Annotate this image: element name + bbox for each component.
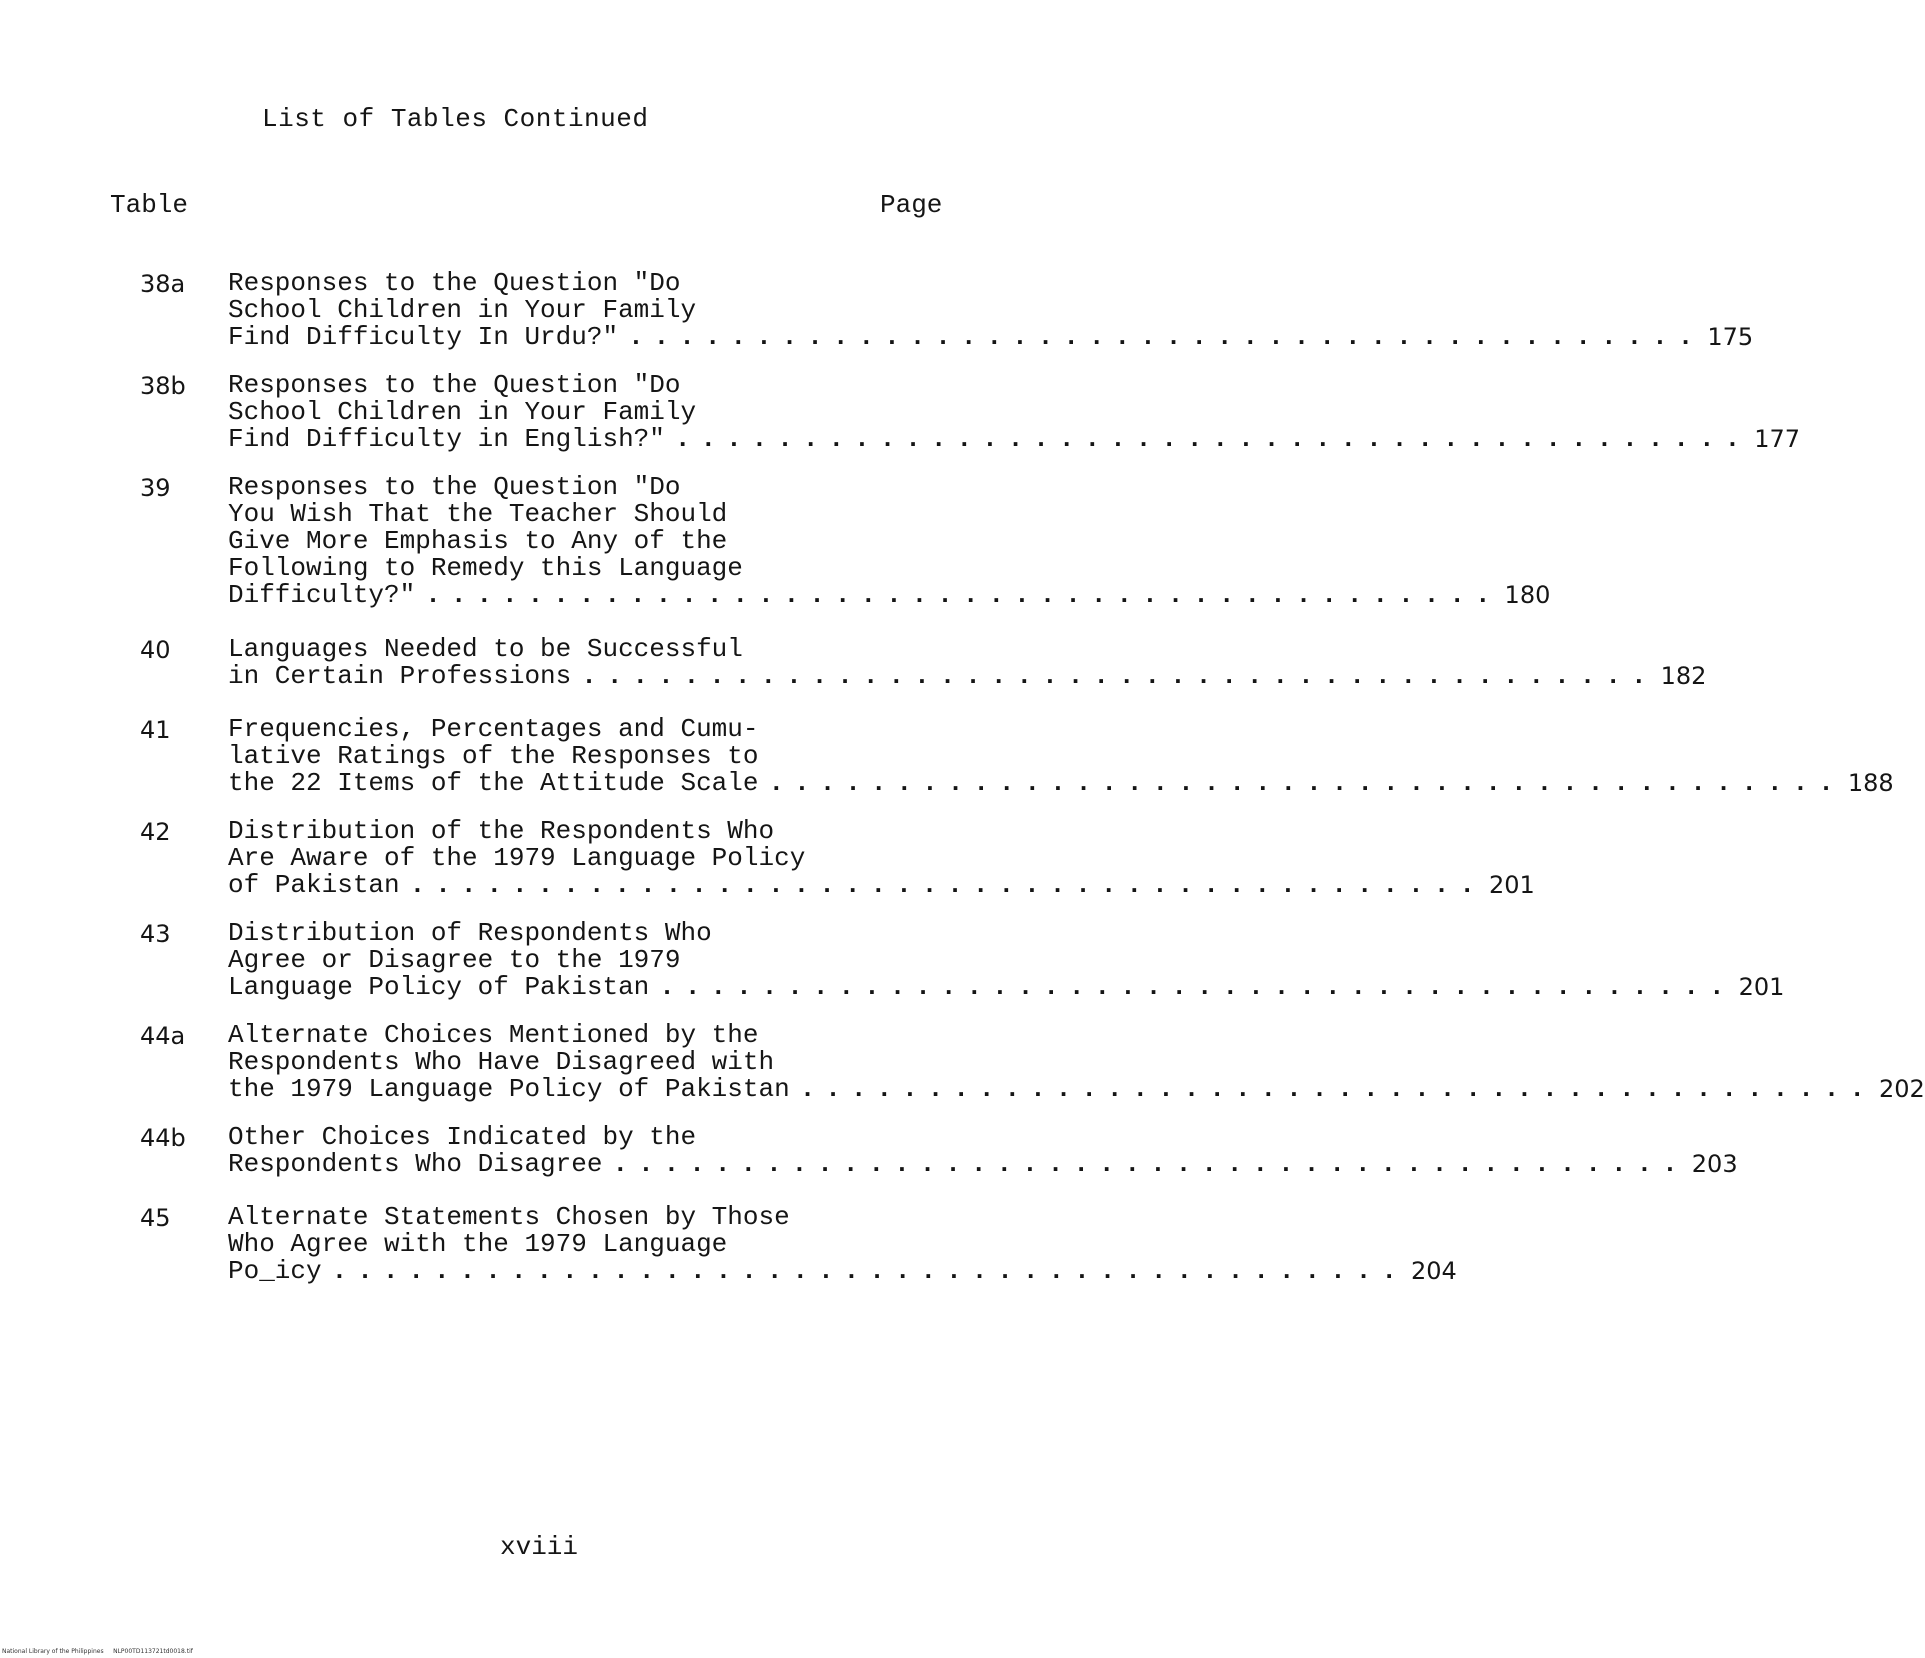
table-number: 43 xyxy=(140,920,171,948)
table-title xyxy=(228,634,1707,691)
table-number: 39 xyxy=(140,474,171,502)
title-line: Responses to the Question "Do xyxy=(228,370,681,400)
table-number: 38b xyxy=(140,372,186,400)
page-folio: xviii xyxy=(500,1532,579,1562)
table-number: 45 xyxy=(140,1204,171,1232)
title-line: School Children in Your Family xyxy=(228,397,697,427)
page-number: 201 xyxy=(1488,871,1535,899)
list-item xyxy=(0,1202,1457,1306)
title-last-line xyxy=(228,1074,1925,1104)
table-title xyxy=(228,268,1754,352)
page-number: 188 xyxy=(1847,769,1894,797)
title-line: Language Policy of Pakistan xyxy=(228,972,650,1002)
page-number: 204 xyxy=(1410,1257,1457,1285)
page-number: 203 xyxy=(1691,1150,1738,1178)
list-item xyxy=(0,268,1754,372)
title-line: Find Difficulty in English?" xyxy=(228,424,665,454)
title-last-line xyxy=(228,870,1535,900)
title-line: Following to Remedy this Language xyxy=(228,553,743,583)
title-line: Responses to the Question "Do xyxy=(228,472,681,502)
title-line: Alternate Statements Chosen by Those xyxy=(228,1202,790,1232)
title-line: Find Difficulty In Urdu?" xyxy=(228,322,619,352)
title-line: Frequencies, Percentages and Cumu- xyxy=(228,714,759,744)
table-title xyxy=(228,1122,1738,1179)
table-list xyxy=(0,268,1925,1306)
title-line: in Certain Professions xyxy=(228,661,572,691)
dot-leader: .......................................... xyxy=(768,768,1844,798)
table-title xyxy=(228,918,1785,1002)
list-item xyxy=(0,918,1785,1022)
title-line: the 22 Items of the Attitude Scale xyxy=(228,768,759,798)
title-last-line xyxy=(228,661,1707,691)
title-last-line xyxy=(228,580,1551,610)
list-item xyxy=(0,714,1894,818)
list-item xyxy=(0,1020,1925,1124)
page-number: 201 xyxy=(1738,973,1785,1001)
list-item xyxy=(0,472,1551,636)
table-title xyxy=(228,816,1535,900)
table-number: 44b xyxy=(140,1124,186,1152)
title-line: Who Agree with the 1979 Language xyxy=(228,1229,728,1259)
page-heading: List of Tables Continued xyxy=(262,104,649,134)
title-line: Responses to the Question "Do xyxy=(228,268,681,298)
table-title xyxy=(228,370,1800,454)
title-line: of Pakistan xyxy=(228,870,400,900)
title-line: Alternate Choices Mentioned by the xyxy=(228,1020,759,1050)
title-line: School Children in Your Family xyxy=(228,295,697,325)
page-number: 177 xyxy=(1754,425,1800,453)
list-item xyxy=(0,816,1535,920)
table-number: 44a xyxy=(140,1022,186,1050)
dot-leader: .......................................... xyxy=(628,322,1704,352)
title-line: Respondents Who Have Disagreed with xyxy=(228,1047,775,1077)
title-line: lative Ratings of the Responses to xyxy=(228,741,759,771)
table-number: 38a xyxy=(140,270,186,298)
table-number: 41 xyxy=(140,716,171,744)
page-number: 180 xyxy=(1504,581,1551,609)
dot-leader: .......................................... xyxy=(409,870,1485,900)
title-last-line xyxy=(228,424,1800,454)
dot-leader: .......................................... xyxy=(331,1256,1407,1286)
scan-footer-note: National Library of the Philippines NLP00TD113721td0018.tif xyxy=(2,1648,193,1655)
page-number: 175 xyxy=(1707,323,1754,351)
title-line: the 1979 Language Policy of Pakistan xyxy=(228,1074,790,1104)
dot-leader: .......................................... xyxy=(799,1074,1876,1104)
page-number: 202 xyxy=(1879,1075,1925,1103)
title-line: Agree or Disagree to the 1979 xyxy=(228,945,681,975)
title-line: Are Aware of the 1979 Language Policy xyxy=(228,843,806,873)
list-item xyxy=(0,370,1800,474)
table-title xyxy=(228,714,1894,798)
title-line: You Wish That the Teacher Should xyxy=(228,499,728,529)
title-line: Give More Emphasis to Any of the xyxy=(228,526,728,556)
title-line: Distribution of Respondents Who xyxy=(228,918,712,948)
table-number: 40 xyxy=(140,636,171,664)
table-title xyxy=(228,472,1551,610)
dot-leader: .......................................... xyxy=(659,972,1735,1002)
title-line: Languages Needed to be Successful xyxy=(228,634,743,664)
dot-leader: .......................................... xyxy=(425,580,1501,610)
title-last-line xyxy=(228,972,1785,1002)
title-line: Po_icy xyxy=(228,1256,322,1286)
table-title xyxy=(228,1202,1457,1286)
list-item xyxy=(0,634,1707,716)
table-column-label: Table xyxy=(110,190,189,220)
title-last-line xyxy=(228,768,1894,798)
title-last-line xyxy=(228,1149,1738,1179)
title-last-line xyxy=(228,322,1754,352)
dot-leader: .......................................... xyxy=(612,1149,1688,1179)
dot-leader: .......................................... xyxy=(674,424,1751,454)
table-title xyxy=(228,1020,1925,1104)
page-column-label: Page xyxy=(880,190,943,220)
page-number: 182 xyxy=(1660,662,1707,690)
title-last-line xyxy=(228,1256,1457,1286)
table-number: 42 xyxy=(140,818,171,846)
title-line: Difficulty?" xyxy=(228,580,416,610)
title-line: Other Choices Indicated by the xyxy=(228,1122,697,1152)
title-line: Respondents Who Disagree xyxy=(228,1149,603,1179)
dot-leader: .......................................... xyxy=(581,661,1657,691)
list-item xyxy=(0,1122,1738,1204)
title-line: Distribution of the Respondents Who xyxy=(228,816,775,846)
